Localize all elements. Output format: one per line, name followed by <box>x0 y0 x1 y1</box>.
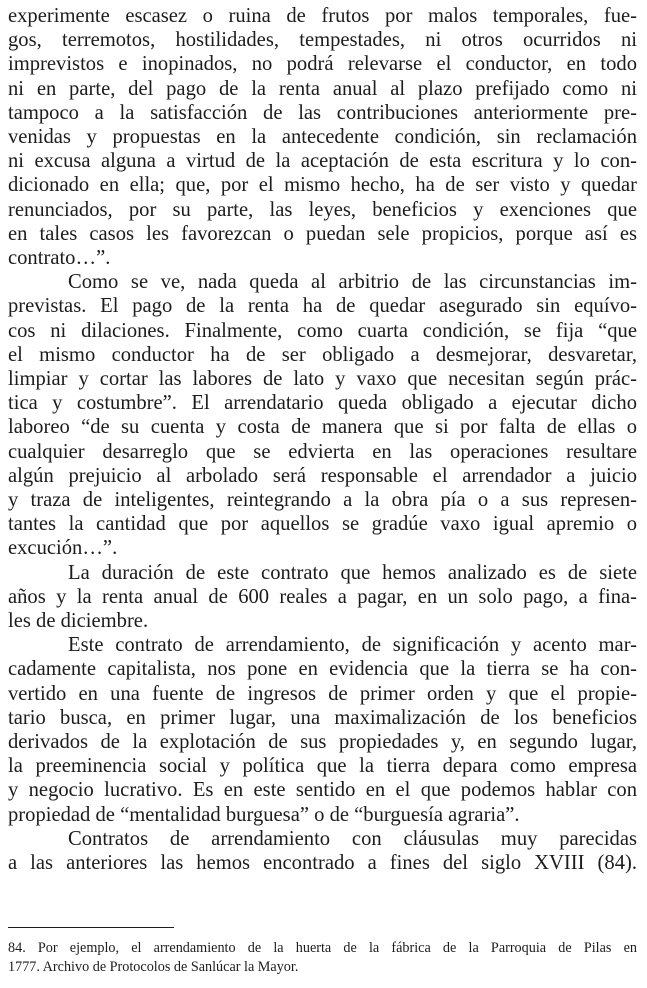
body-line: laboreo “de su cuenta y costa de manera que si por falta de ellas o <box>8 416 637 439</box>
body-line: ni en parte, del pago de la renta anual al plazo prefijado como ni <box>8 77 637 100</box>
body-line: cualquier desarreglo que se edvierta en las operaciones resultare <box>8 440 637 463</box>
body-line: les de diciembre. <box>8 610 149 632</box>
paragraph-first-line: Este contrato de arrendamiento, de significación y acento mar- <box>68 634 637 657</box>
body-line: y traza de inteligentes, reintegrando a la obra pía o a sus represen- <box>8 489 637 511</box>
body-line: derivados de la explotación de sus propiedades y, en segundo lugar, <box>8 731 637 753</box>
body-line: vertido en una fuente de ingresos de primer orden y que el propie- <box>8 682 637 705</box>
body-line: cos ni dilaciones. Finalmente, como cuarta condición, se fija “que <box>8 319 637 342</box>
body-line: años y la renta anual de 600 reales a pagar, en un solo pago, a fina- <box>8 585 637 608</box>
body-line: dicionado en ella; que, por el mismo hecho, ha de ser visto y quedar <box>8 174 637 197</box>
paragraph-first-line: La duración de este contrato que hemos analizado es de siete <box>68 561 637 584</box>
body-line: tica y costumbre”. El arrendatario queda obligado a ejecutar dicho <box>8 392 637 415</box>
body-line: tantes la cantidad que por aquellos se gradúe vaxo igual apremio o <box>8 513 637 536</box>
body-line: experimente escasez o ruina de frutos por malos temporales, fue- <box>8 5 637 27</box>
body-line: en tales casos les favorezcan o puedan sele propicios, porque así es <box>8 222 637 245</box>
footnote-separator <box>8 927 174 928</box>
body-line: algún prejuicio al arbolado será responsable el arrendador a juicio <box>8 464 637 487</box>
body-line: ni excusa alguna a virtud de la aceptación de esta escritura y lo con- <box>8 150 637 173</box>
body-line: tampoco a la satisfacción de las contribuciones anteriormente pre- <box>8 101 637 124</box>
paragraph-first-line: Contratos de arrendamiento con cláusulas muy parecidas <box>68 827 637 850</box>
body-line: el mismo conductor ha de ser obligado a desmejorar, desvaretar, <box>8 343 637 366</box>
body-line: limpiar y cortar las labores de lato y vaxo que necesitan según prác- <box>8 368 637 390</box>
body-line: renunciados, por su parte, las leyes, beneficios y exenciones que <box>8 198 637 221</box>
body-line: a las anteriores las hemos encontrado a fines del siglo XVIII (84). <box>8 852 637 874</box>
body-line: previstas. El pago de la renta ha de quedar asegurado sin equívo- <box>8 295 637 318</box>
body-line: contrato…”. <box>8 247 111 269</box>
body-line: imprevistos e inopinados, no podrá relevarse el conductor, en todo <box>8 53 637 76</box>
footnote-line: 84. Por ejemplo, el arrendamiento de la huerta de la fábrica de la Parroquia de Pilas en <box>8 940 637 956</box>
body-line: y negocio lucrativo. Es en este sentido en el que podemos hablar con <box>8 779 637 802</box>
body-line: propiedad de “mentalidad burguesa” o de “burguesía agraria”. <box>8 803 520 826</box>
body-line: tario busca, en primer lugar, una maximalización de los beneficios <box>8 706 637 729</box>
body-line: la preeminencia social y política que la tierra depara como empresa <box>8 755 637 778</box>
body-line: excución…”. <box>8 537 118 560</box>
paragraph-first-line: Como se ve, nada queda al arbitrio de las circunstancias im- <box>68 271 637 294</box>
body-line: cadamente capitalista, nos pone en evidencia que la tierra se ha con- <box>8 658 637 681</box>
body-line: venidas y propuestas en la antecedente condición, sin reclamación <box>8 126 637 148</box>
footnote-line: 1777. Archivo de Protocolos de Sanlúcar la Mayor. <box>8 959 299 975</box>
body-line: gos, terremotos, hostilidades, tempestades, ni otros ocurridos ni <box>8 29 637 52</box>
